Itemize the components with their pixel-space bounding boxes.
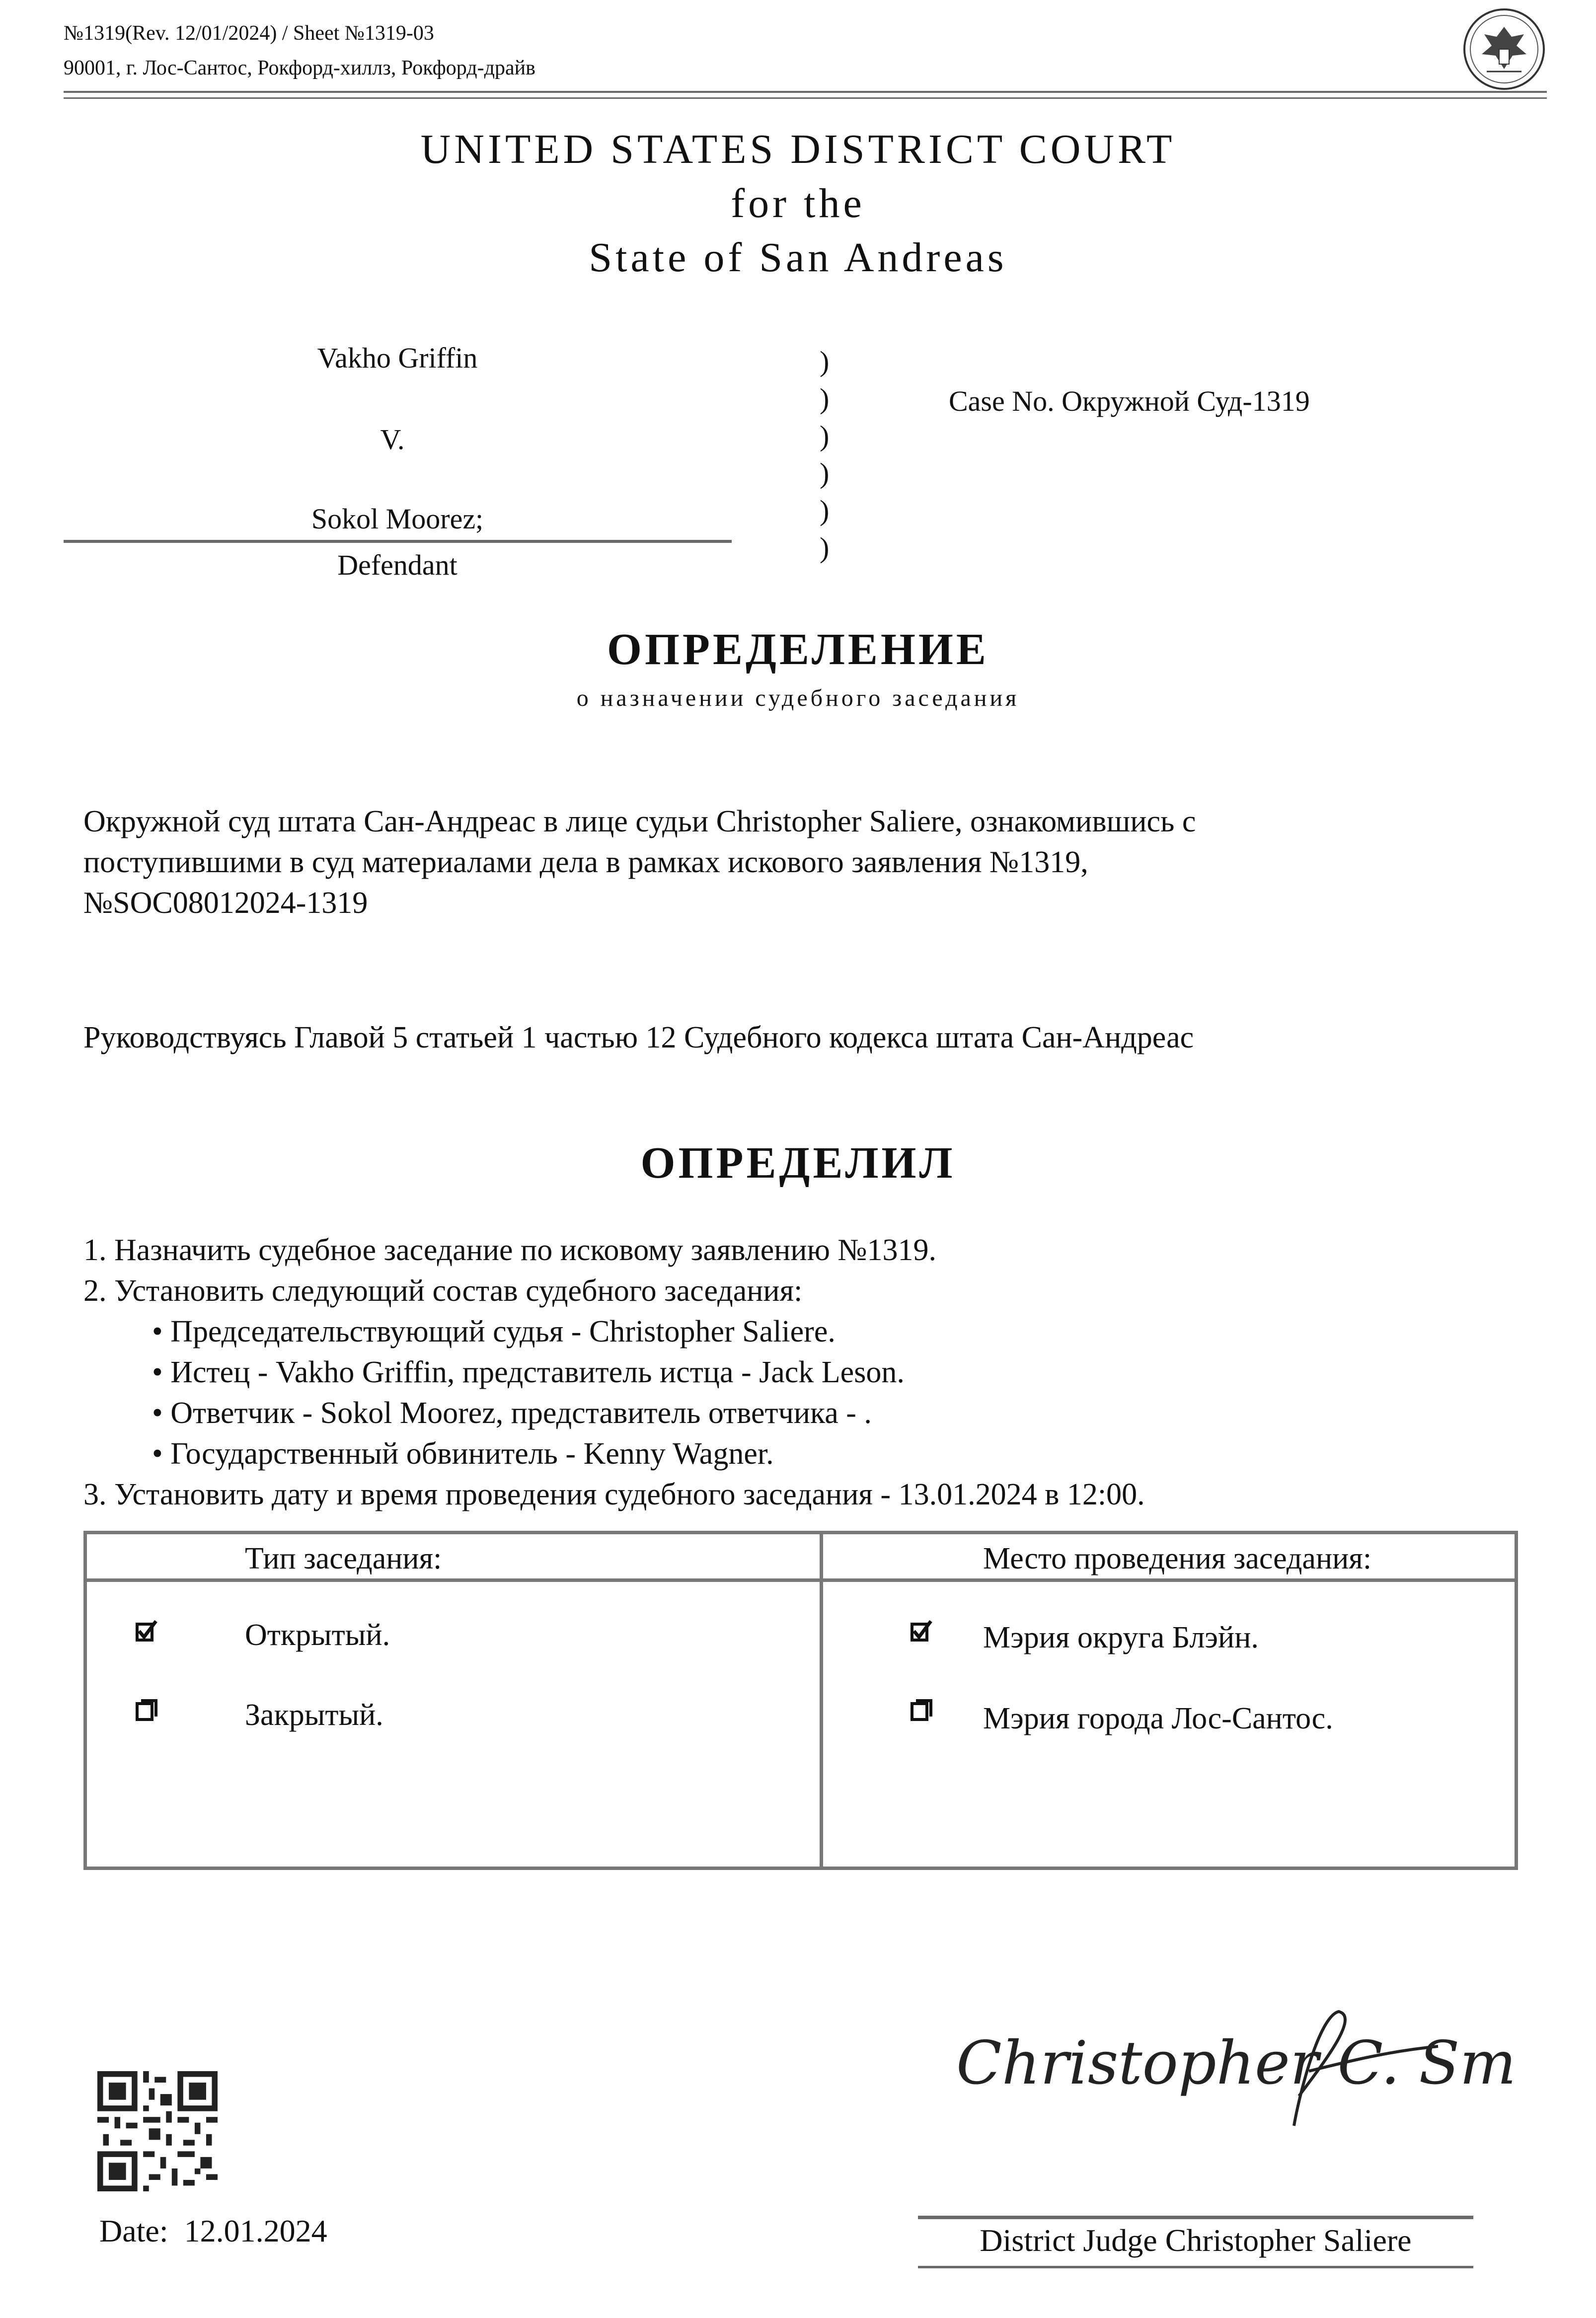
checked-box-icon[interactable] <box>910 1619 933 1642</box>
type-option-label: Открытый. <box>245 1618 390 1652</box>
intro-line-2: поступившими в суд материалами дела в рамках искового заявления №1319, <box>83 845 1088 879</box>
defendant-role: Defendant <box>337 549 457 581</box>
signing-date <box>99 2213 327 2249</box>
unchecked-box-icon[interactable] <box>910 1699 933 1721</box>
caption-parentheses: ) ) ) ) ) ) <box>820 345 830 564</box>
court-seal-icon <box>1462 7 1546 91</box>
court-name-line1: UNITED STATES DISTRICT COURT <box>420 126 1176 172</box>
type-options-cell <box>85 1580 822 1869</box>
hearing-table <box>83 1531 1518 1870</box>
place-option-label: Мэрия города Лос-Сантос. <box>983 1702 1333 1735</box>
decision-item-3: 3. Установить дату и время проведения судебного заседания - 13.01.2024 в 12:00. <box>83 1478 1145 1511</box>
caption-rule <box>64 540 732 543</box>
plaintiff-name: Vakho Griffin <box>317 342 478 374</box>
versus-label: V. <box>380 423 405 455</box>
form-number: №1319(Rev. 12/01/2024) / Sheet №1319-03 <box>64 22 434 45</box>
type-header: Тип заседания: <box>245 1542 442 1575</box>
court-name-line2: for the <box>731 180 865 226</box>
place-header-cell <box>822 1533 1517 1580</box>
court-address: 90001, г. Лос-Сантос, Рокфорд-хиллз, Рокфорд-драйв <box>64 57 535 79</box>
document-subtitle: о назначении судебного заседания <box>576 685 1020 711</box>
signature-rule-bottom <box>918 2266 1473 2268</box>
intro-line-3: №SOC08012024-1319 <box>83 886 368 920</box>
unchecked-box-icon[interactable] <box>135 1699 158 1721</box>
composition-bullet: • Государственный обвинитель - Kenny Wagner. <box>152 1437 774 1471</box>
decision-item-1: 1. Назначить судебное заседание по исковому заявлению №1319. <box>83 1233 937 1267</box>
judge-signature <box>951 1997 1517 2146</box>
legal-basis: Руководствуясь Главой 5 статьей 1 частью 12 Судебного кодекса штата Сан-Андреас <box>83 1021 1194 1054</box>
place-options-cell <box>822 1580 1517 1869</box>
qr-code-icon <box>97 2071 218 2191</box>
header-rule-thin <box>64 97 1547 99</box>
composition-bullet: • Ответчик - Sokol Moorez, представитель ответчика - . <box>152 1396 872 1430</box>
judge-title: District Judge Christopher Saliere <box>980 2223 1412 2258</box>
composition-bullet: • Истец - Vakho Griffin, представитель истца - Jack Leson. <box>152 1355 905 1389</box>
decision-heading: ОПРЕДЕЛИЛ <box>640 1138 956 1188</box>
defendant-name: Sokol Moorez; <box>311 503 484 535</box>
decision-item-2: 2. Установить следующий состав судебного заседания: <box>83 1274 803 1308</box>
checked-box-icon[interactable] <box>135 1619 158 1642</box>
place-option-label: Мэрия округа Блэйн. <box>983 1621 1259 1654</box>
type-option-label: Закрытый. <box>245 1698 383 1732</box>
date-value: 12.01.2024 <box>184 2213 327 2248</box>
court-name-line3: State of San Andreas <box>589 234 1007 281</box>
document-title: ОПРЕДЕЛЕНИЕ <box>607 625 989 674</box>
composition-bullet: • Председательствующий судья - Christopher Saliere. <box>152 1315 836 1348</box>
date-label: Date: <box>99 2213 168 2248</box>
type-header-cell <box>85 1533 822 1580</box>
place-header: Место проведения заседания: <box>983 1542 1372 1575</box>
signature-rule <box>918 2216 1473 2219</box>
signature-text: Christopher C. Sm <box>956 2029 1517 2098</box>
intro-line-1: Окружной суд штата Сан-Андреас в лице судьи Christopher Saliere, ознакомившись с <box>83 805 1196 838</box>
header-rule <box>64 91 1547 93</box>
case-number: Case No. Окружной Суд-1319 <box>949 385 1310 417</box>
